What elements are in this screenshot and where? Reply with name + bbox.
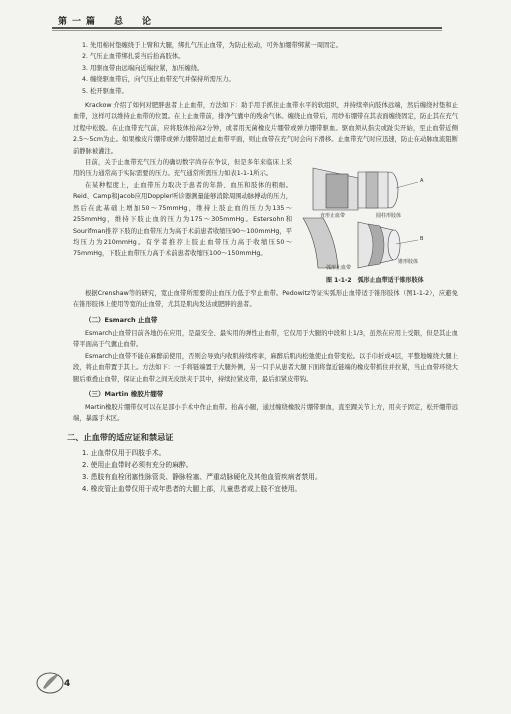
list-item: 2. 气压止血带绑扎妥当后抬高肢体。 — [82, 53, 185, 61]
paragraph-esmarch-1: Esmarch止血带目前各地仍在应用，是最安全、最实用的弹性止血带，它仅用于大腿的中段和上1/3，虽然在应用上受限，但是其止血带平面高于气囊止血带。 — [73, 329, 458, 349]
indication-list — [73, 447, 458, 496]
header-rule — [52, 27, 442, 29]
list-item: 2. 使用止血带时必须有充分的麻醉。 — [82, 460, 193, 469]
paragraph-pressure: 目前，关于止血带充气压力的确切数字尚存在争议，但是多年来临床上采用的压力通常高于实际需要的压力。充气通常所需压力如表1-1-1所示。 — [73, 159, 292, 178]
paragraph-esmarch-2: Esmarch止血带不能在麻醉前使用，否则会导致内收肌持续疼挛，麻醉后肌肉松弛使止血带变松。以手巾折成4层，平整地缠绕大腿上段，将止血带置于其上。方法如下：一手将链端置于大腿外侧，另一只手从患者大腿下面将靠近链端的橡皮带抓住并拉紧，当止血带环绕大腿后重叠止血带，保证止血带之间无皮肤夹于其中，持续拉紧皮带，最后扣紧皮带钩。 — [73, 352, 458, 383]
page-number: 4 — [64, 679, 71, 689]
list-item: 3. 患肢有血栓闭塞性脉管炎、静脉栓塞、严重动脉硬化及其他血管疾病者禁用。 — [82, 473, 322, 482]
label-a: A — [420, 178, 424, 185]
list-item: 4. 橡皮管止血带仅用于成年患者的大腿上部，儿童患者或上肢不宜使用。 — [82, 485, 302, 494]
figure-1-1-2 — [298, 160, 458, 285]
section-indications-title: 二、止血带的适应证和禁忌证 — [67, 431, 174, 442]
section-martin-title: （三）Martin 橡胶片绷带 — [85, 389, 164, 398]
paragraph-factors: 在某种程度上，止血带压力取决于患者的年龄、血压和肢体的粗细。Reid、Camp和Jacob应用Doppler听诊器测量能够消除周围动脉搏动的压力，然后在此基础上增加50～75mmHg，维持上肢止血的压力为135～255mmHg，维持下肢止血的压力为175～305mmHg。Estersohn和Sourifman推荐下肢的止血带压力为高于术前患者收缩压90～100mmHg，平均压力为210mmHg。有学者推荐上肢止血带压力高于收缩压50～75mmHg，下肢止血带压力高于术前患者收缩压100～150mmHg。 — [73, 181, 292, 258]
label-straight: 直形止血带 — [320, 213, 346, 220]
section-esmarch-title: （二）Esmarch 止血带 — [85, 315, 158, 324]
paragraph-martin: Martin橡胶片绷带仅可以在足部小手术中作止血带。抬高小腿，通过缠绕橡胶片绷带驱血，直至踝关节上方，用夹子固定，松开绷带远端，暴露手术区。 — [73, 403, 458, 423]
step-list — [73, 40, 458, 97]
label-cylinder: 圆柱形肢体 — [376, 213, 402, 220]
list-item: 1. 先用棉衬垫缠绕于上臂和大腿，绑扎气压止血带，为防止松动，可外加绷带绑紧一周固定。 — [82, 42, 342, 49]
page-body — [67, 40, 458, 499]
list-item: 4. 缠绕驱血带后，向气压止血带充气并保持所需压力。 — [82, 76, 235, 84]
label-cone: 锥形肢体 — [398, 259, 419, 266]
paragraph-krackow: Krackow 介绍了如何对肥胖患者上止血带，方法如下：助手用手抓住止血带水平的软组织，并持续牵向肢体远端，然后缠绕衬垫和止血带，这样可以维持止血带的位置。在上止血带前，排净气囊中的残余气体。缠绕止血带后，用纱布绷带在其表面缠绕固定，防止其在充气过程中松脱。在止血带充气前，应将肢体抬高2分钟，或者用无菌橡皮片绷带或弹力绷带驱血。驱血须从指尖或趾尖开始，至止血带近侧2.5～5cm为止。如果橡皮片绷带或弹力绷带超过止血带平面，则止血带在充气时会向下滑移。止血带充气时应迅速，防止在动脉血流阻断前静脉被灌注。 — [73, 102, 458, 155]
header-rule-thin — [52, 30, 442, 31]
paragraph-crenshaw: 根据Crenshaw等的研究，宽止血带所需要的止血压力低于窄止血带。Pedowitz等证实弧形止血带适于锥形肢体（图1-1-2），应避免在锥形肢体上使用等宽的止血带，尤其是肌肉发达或肥胖的患者。 — [73, 290, 458, 309]
figure-caption: 图 1-1-2 弧形止血带适于锥形肢体 — [326, 277, 424, 285]
label-b: B — [420, 236, 424, 243]
list-item: 5. 松开驱血带。 — [82, 87, 128, 95]
running-header: 第一篇 总 论 — [58, 17, 157, 27]
feather-pen-icon — [35, 670, 65, 695]
list-item: 1. 止血带仅用于四肢手术。 — [82, 448, 166, 457]
label-curved: 弧形止血带 — [326, 265, 352, 272]
list-item: 3. 用驱血带由远端向近端拉紧，加压缠绕。 — [82, 64, 204, 72]
